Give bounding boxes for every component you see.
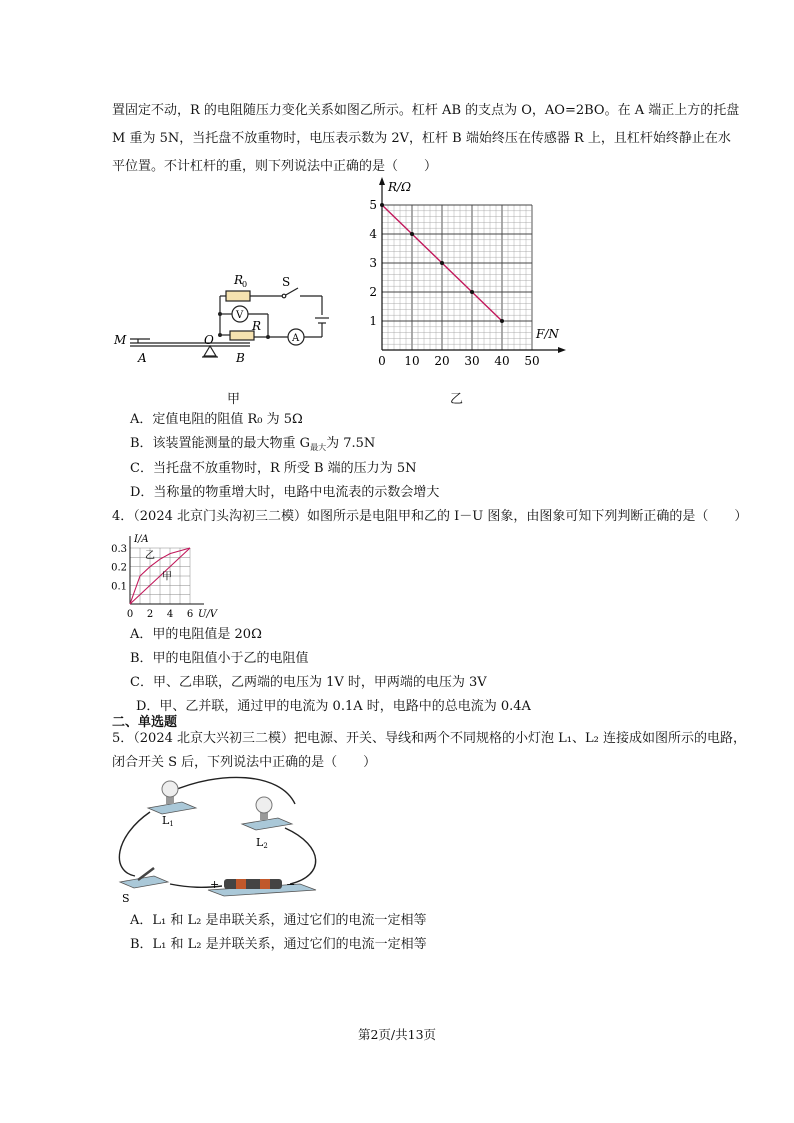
y-tick-label: 0.2	[111, 562, 127, 574]
x-tick-label: 30	[464, 354, 480, 368]
x-tick-label: 50	[524, 354, 540, 368]
caption-yi: 乙	[450, 392, 464, 407]
q4-stem: 4．（2024 北京门头沟初三二模）如图所示是电阻甲和乙的 I－U 图象，由图象可知下列判断正确的是（ ）	[112, 509, 748, 524]
intro-line-1: 置固定不动，R 的电阻随压力变化关系如图乙所示。杠杆 AB 的支点为 O，AO=2BO。在 A 端正上方的托盘	[112, 103, 740, 118]
lamp-l2-bulb-icon	[256, 797, 272, 813]
label-plus: +	[210, 878, 220, 891]
label-minus: −	[286, 878, 296, 891]
x-tick-label: 6	[186, 609, 194, 620]
ammeter-label: A	[292, 333, 300, 344]
y-tick-label: 4	[369, 227, 377, 241]
q4-option-d: D．甲、乙并联，通过甲的电流为 0.1A 时，电路中的总电流为 0.4A	[136, 699, 531, 714]
x-tick-label: 4	[166, 609, 174, 620]
q5-option-a: A．L₁ 和 L₂ 是串联关系，通过它们的电流一定相等	[130, 913, 427, 928]
x-axis-label: U/V	[198, 609, 218, 620]
circuit-figure-jia	[110, 270, 340, 370]
chart-i-vs-u	[110, 532, 225, 622]
chart-r-vs-f	[360, 175, 580, 370]
lamp-l1-bulb-icon	[162, 781, 178, 797]
y-tick-label: 1	[369, 314, 377, 328]
q3-option-d: D．当称量的物重增大时，电路中电流表的示数会增大	[130, 485, 440, 500]
data-point	[440, 261, 444, 265]
label-m: M	[114, 333, 127, 347]
y-tick-label: 0.1	[111, 581, 127, 593]
y-tick-label: 3	[369, 256, 377, 270]
caption-jia: 甲	[227, 392, 241, 407]
label-b-point: B	[236, 351, 245, 365]
data-point	[410, 232, 414, 236]
q5-option-b: B．L₁ 和 L₂ 是并联关系，通过它们的电流一定相等	[130, 937, 427, 952]
y-tick-label: 2	[369, 285, 377, 299]
series-label-jia: 甲	[162, 571, 172, 583]
x-tick-label: 20	[434, 354, 450, 368]
x-tick-label: 2	[146, 609, 154, 620]
section-heading-single-choice: 二、单选题	[112, 715, 178, 730]
q3-option-c: C．当托盘不放重物时，R 所受 B 端的压力为 5N	[130, 461, 417, 476]
circuit-figure-q5	[110, 776, 330, 906]
data-point	[470, 290, 474, 294]
label-r: R	[252, 319, 262, 333]
x-tick-label: 40	[494, 354, 510, 368]
label-switch: S	[122, 892, 130, 905]
y-axis-arrow	[379, 177, 385, 185]
series-label-yi: 乙	[145, 550, 155, 562]
q4-option-b: B．甲的电阻值小于乙的电阻值	[130, 651, 309, 666]
q3-option-b: B．该装置能测量的最大物重 $G_{最大}$为 7.5N	[130, 436, 376, 452]
data-point	[500, 319, 504, 323]
label-r0: R	[234, 273, 244, 287]
label-o-point: O	[204, 333, 214, 347]
battery-icon	[224, 879, 282, 889]
intro-line-3: 平位置。不计杠杆的重，则下列说法中正确的是（ ）	[112, 159, 438, 174]
x-axis-label: F/N	[536, 327, 559, 341]
label-l2: L2	[256, 836, 268, 850]
q5-stem-line-2: 闭合开关 S 后，下列说法中正确的是（ ）	[112, 755, 377, 770]
label-l1: L1	[162, 814, 174, 828]
label-a-point: A	[138, 351, 147, 365]
switch-base	[120, 876, 168, 888]
x-tick-label: 0	[378, 354, 386, 368]
q5-stem-line-1: 5．（2024 北京大兴初三二模）把电源、开关、导线和两个不同规格的小灯泡 L₁、L₂ 连接成如图所示的电路，	[112, 731, 746, 746]
q3-option-a: A．定值电阻的阻值 R₀ 为 5Ω	[130, 412, 303, 427]
y-tick-label: 5	[369, 198, 377, 212]
x-axis-arrow	[558, 347, 566, 353]
y-axis-label: I/A	[134, 534, 149, 545]
page-footer: 第2页/共13页	[357, 1027, 437, 1042]
label-switch-s: S	[282, 275, 291, 289]
x-tick-label: 0	[126, 609, 134, 620]
q4-option-a: A．甲的电阻值是 20Ω	[130, 627, 262, 642]
voltmeter-label: V	[236, 310, 244, 321]
label-r0-sub: 0	[242, 280, 248, 289]
data-point	[380, 203, 384, 207]
y-tick-label: 0.3	[111, 544, 127, 555]
y-axis-label: R/Ω	[388, 180, 412, 194]
intro-line-2: M 重为 5N，当托盘不放重物时，电压表示数为 2V，杠杆 B 端始终压在传感器 R 上，且杠杆始终静止在水	[112, 131, 731, 146]
x-tick-label: 10	[404, 354, 420, 368]
q4-option-c: C．甲、乙串联，乙两端的电压为 1V 时，甲两端的电压为 3V	[130, 675, 487, 690]
